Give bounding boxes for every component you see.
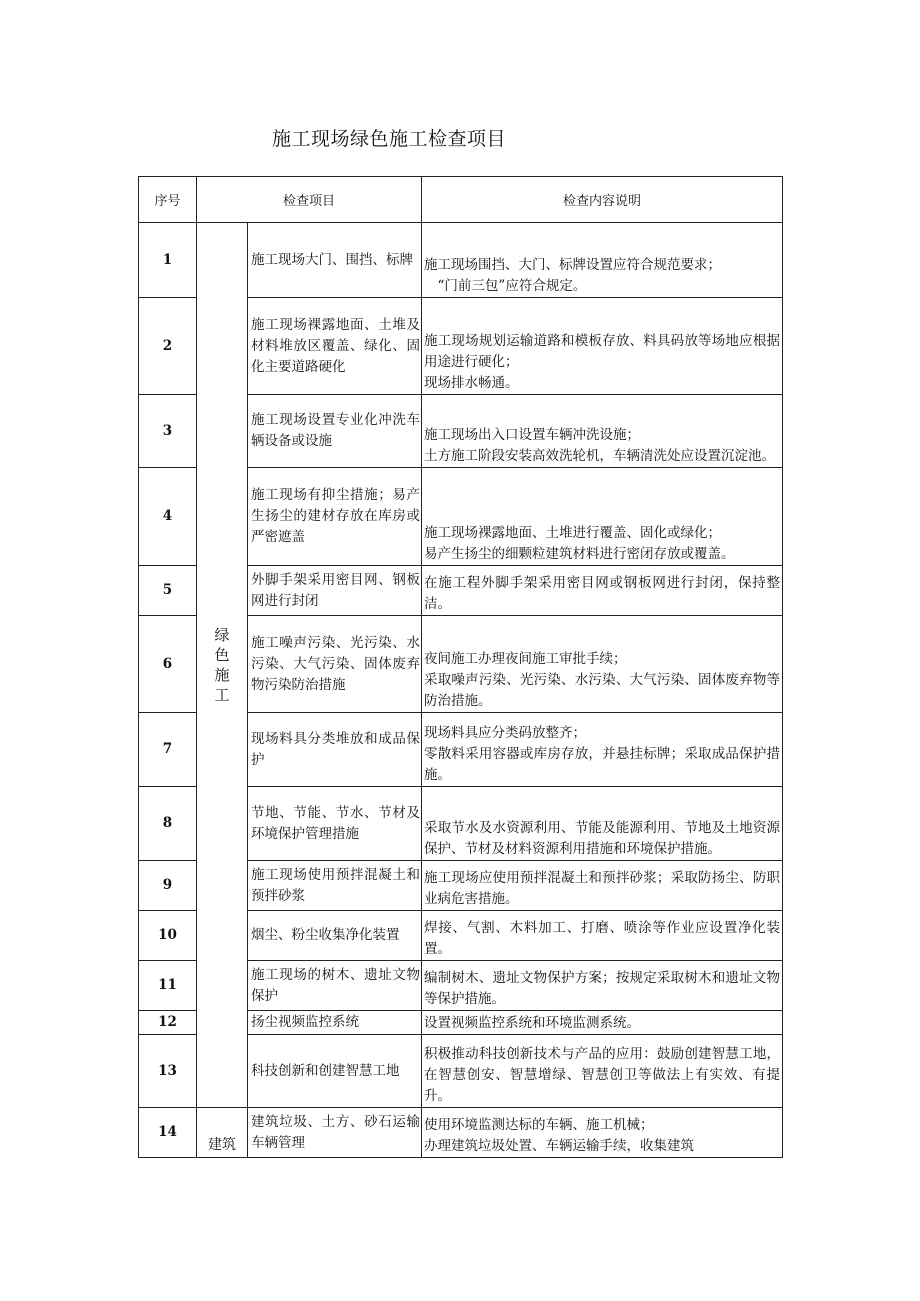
check-item: 施工现场裸露地面、土堆及材料堆放区覆盖、绿化、固化主要道路硬化 [248, 298, 422, 395]
content-line: 施工现场规划运输道路和模板存放、料具码放等场地应根据用途进行硬化； [424, 333, 781, 370]
check-content [422, 468, 783, 566]
row-number: 7 [139, 713, 197, 787]
inspection-table [138, 176, 783, 1158]
content-line: 采取节水及水资源利用、节能及能源利用、节地及土地资源保护、节材及材料资源利用措施和环境保护措施。 [424, 820, 781, 857]
check-content [422, 787, 783, 861]
category-building: 建筑 [197, 1108, 248, 1158]
check-item: 施工噪声污染、光污染、水污染、大气污染、固体废弃物污染防治措施 [248, 616, 422, 713]
check-item: 节地、节能、节水、节材及环境保护管理措施 [248, 787, 422, 861]
content-line: 施工现场出入口设置车辆冲洗设施； [424, 427, 641, 443]
check-item: 施工现场设置专业化冲洗车辆设备或设施 [248, 395, 422, 468]
check-content [422, 566, 783, 616]
row-number: 10 [139, 911, 197, 961]
header-item: 检查项目 [197, 177, 422, 223]
content-line: 土方施工阶段安装高效洗轮机，车辆清洗处应设置沉淀池。 [424, 448, 776, 464]
content-line: 现场料具应分类码放整齐； [424, 725, 587, 741]
table-body [139, 223, 783, 1158]
page-title: 施工现场绿色施工检查项目 [272, 128, 507, 150]
check-item: 烟尘、粉尘收集净化装置 [248, 911, 422, 961]
content-line: “门前三包”应符合规定。 [424, 278, 587, 294]
check-item: 建筑垃圾、土方、砂石运输车辆管理 [248, 1108, 422, 1158]
check-content [422, 298, 783, 395]
check-item: 施工现场大门、围挡、标牌 [248, 223, 422, 298]
content-line: 易产生扬尘的细颗粒建筑材料进行密闭存放或覆盖。 [424, 546, 735, 562]
check-content [422, 1108, 783, 1158]
row-number: 9 [139, 861, 197, 911]
category-label: 绿色施工 [214, 626, 230, 704]
row-number: 5 [139, 566, 197, 616]
content-line: 夜间施工办理夜间施工审批手续； [424, 651, 627, 667]
check-item: 现场料具分类堆放和成品保护 [248, 713, 422, 787]
row-number: 4 [139, 468, 197, 566]
content-line: 编制树木、遗址文物保护方案；按规定采取树木和遗址文物等保护措施。 [424, 970, 781, 1007]
content-line: 在施工程外脚手架采用密目网或钢板网进行封闭，保持整洁。 [424, 575, 781, 612]
check-item: 扬尘视频监控系统 [248, 1011, 422, 1035]
check-content [422, 961, 783, 1011]
table-header-row [139, 177, 783, 223]
content-line: 采取噪声污染、光污染、水污染、大气污染、固体废弃物等防治措施。 [424, 672, 781, 709]
check-item: 外脚手架采用密目网、钢板网进行封闭 [248, 566, 422, 616]
row-number: 2 [139, 298, 197, 395]
content-line: 零散料采用容器或库房存放，并悬挂标牌；采取成品保护措施。 [424, 746, 781, 783]
content-line: 施工现场裸露地面、土堆进行覆盖、固化或绿化； [424, 525, 722, 541]
check-content [422, 911, 783, 961]
content-line: 焊接、气割、木料加工、打磨、喷涂等作业应设置净化装置。 [424, 920, 781, 957]
content-line: 办理建筑垃圾处置、车辆运输手续，收集建筑 [424, 1138, 695, 1154]
check-content [422, 861, 783, 911]
check-item: 施工现场的树木、遗址文物保护 [248, 961, 422, 1011]
check-content [422, 616, 783, 713]
row-number: 6 [139, 616, 197, 713]
content-line: 现场排水畅通。 [424, 375, 519, 391]
header-num: 序号 [139, 177, 197, 223]
row-number: 1 [139, 223, 197, 298]
check-content [422, 395, 783, 468]
row-number: 3 [139, 395, 197, 468]
row-number: 13 [139, 1035, 197, 1108]
content-line: 使用环境监测达标的车辆、施工机械； [424, 1117, 654, 1133]
content-line: 积极推动科技创新技术与产品的应用：鼓励创建智慧工地，在智慧创安、智慧增绿、智慧创卫等做法上有实效、有提升。 [424, 1046, 781, 1104]
content-line: 施工现场围挡、大门、标牌设置应符合规范要求； [424, 257, 722, 273]
check-item: 科技创新和创建智慧工地 [248, 1035, 422, 1108]
table-row [139, 223, 783, 298]
content-line: 施工现场应使用预拌混凝土和预拌砂浆；采取防扬尘、防职业病危害措施。 [424, 870, 781, 907]
check-content [422, 223, 783, 298]
table-row [139, 1108, 783, 1158]
content-line: 设置视频监控系统和环境监测系统。 [424, 1015, 641, 1031]
row-number: 8 [139, 787, 197, 861]
row-number: 12 [139, 1011, 197, 1035]
category-green-construction [197, 223, 248, 1108]
check-item: 施工现场使用预拌混凝土和预拌砂浆 [248, 861, 422, 911]
check-content [422, 713, 783, 787]
row-number: 14 [139, 1108, 197, 1158]
check-item: 施工现场有抑尘措施；易产生扬尘的建材存放在库房或严密遮盖 [248, 468, 422, 566]
check-content [422, 1011, 783, 1035]
header-content: 检查内容说明 [422, 177, 783, 223]
row-number: 11 [139, 961, 197, 1011]
check-content [422, 1035, 783, 1108]
